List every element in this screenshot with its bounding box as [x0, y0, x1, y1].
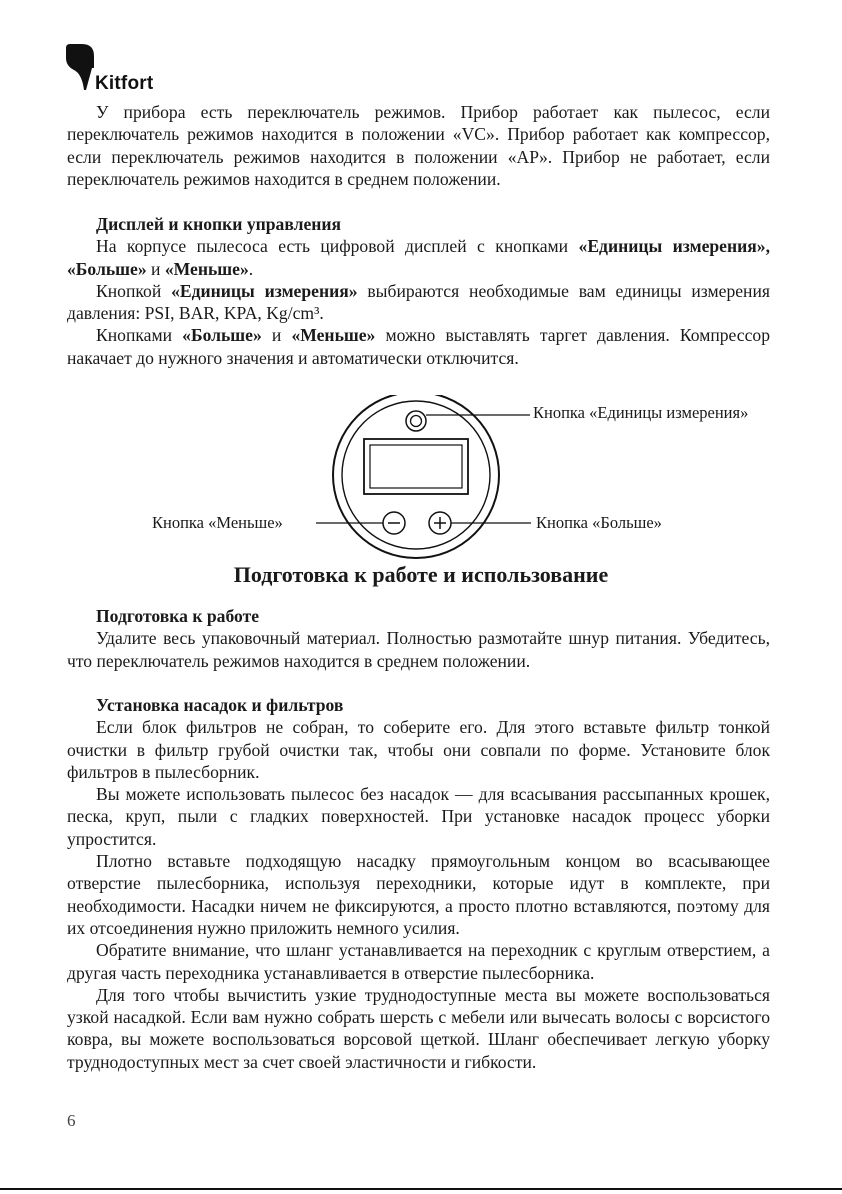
panel-outer-ring [333, 395, 499, 558]
display-p1-text: На корпусе пылесоса есть цифровой дисплей с кнопками [96, 236, 579, 257]
bottom-divider [0, 1188, 842, 1190]
install-heading: Установка насадок и фильтров [96, 695, 344, 715]
display-screen [364, 439, 468, 494]
install-paragraph: Если блок фильтров не собран, то соберите его. Для этого вставьте фильтр тонкой очистки в фильтр грубой очистки так, чтобы они совпали по форме. Установите блок фильтров в пылесборник. [67, 717, 770, 782]
display-p3-and: и [261, 325, 292, 346]
section-title: Подготовка к работе и использование [233, 562, 609, 587]
display-p1-and: и [146, 258, 165, 279]
display-p3-bold-2: «Меньше» [291, 325, 376, 346]
prep-heading: Подготовка к работе [96, 606, 260, 626]
page-number: 6 [67, 1111, 76, 1130]
intro-paragraph: У прибора есть переключатель режимов. Прибор работает как пылесос, если переключатель режимов находится в положении «VC». Прибор работает как компрессор, если переключатель режимов находится в положении «AP». Прибор не работает, если переключатель режимов находится в среднем положении. [67, 102, 770, 189]
prep-section [67, 605, 770, 672]
control-panel-diagram [0, 395, 842, 565]
display-p2-start: Кнопкой [96, 280, 172, 301]
minus-button-label: Кнопка «Меньше» [152, 513, 283, 532]
display-p1-bold-2: «Меньше» [164, 258, 249, 279]
plus-button-label: Кнопка «Больше» [536, 513, 662, 532]
prep-paragraph: Удалите весь упаковочный материал. Полностью размотайте шнур питания. Убедитесь, что переключатель режимов находится в среднем положении. [67, 628, 770, 671]
display-paragraph-3 [67, 324, 770, 369]
install-section [67, 694, 770, 1073]
display-p2-bold: «Единицы измерения» [171, 280, 358, 301]
intro-block [67, 101, 770, 190]
display-p3-end: можно выставлять таргет давления. Компрессор накачает до нужного значения и автоматически отключится. [67, 325, 770, 368]
install-paragraph: Плотно вставьте подходящую насадку прямоугольным концом во всасывающее отверстие пылесборника, используя переходники, которые идут в комплекте, при необходимости. Насадки ничем не фиксируются, а просто плотно вставляются, поэтому для их отсоединения нужно приложить немного усилия. [67, 851, 770, 938]
display-p1-end: . [248, 258, 254, 279]
display-section [67, 213, 770, 369]
display-paragraph-2 [67, 280, 770, 325]
display-p3-start: Кнопками [96, 325, 183, 346]
install-paragraph: Обратите внимание, что шланг устанавливается на переходник с круглым отверстием, а другая часть переходника устанавливается в отверстие пылесборника. [67, 940, 770, 983]
display-paragraph-1 [67, 235, 770, 280]
display-p3-bold-1: «Больше» [182, 325, 262, 346]
units-button-icon [406, 411, 426, 431]
units-button-label: Кнопка «Единицы измерения» [533, 403, 749, 422]
display-heading: Дисплей и кнопки управления [96, 214, 342, 234]
install-paragraph: Вы можете использовать пылесос без насадок — для всасывания рассыпанных крошек, песка, круп, пыли с гладких поверхностей. При установке насадок процесс уборки упростится. [67, 784, 770, 849]
display-p1-bold-1: «Единицы измерения», «Больше» [67, 236, 770, 279]
brand-name: Kitfort [95, 73, 154, 94]
install-paragraph: Для того чтобы вычистить узкие труднодоступные места вы можете воспользоваться узкой насадкой. Если вам нужно собрать шерсть с мебели или вычесать волосы с ворсистого ковра, вы можете воспользоваться ворсовой щеткой. Шланг обеспечивает легкую уборку труднодоступных мест за счет своей эластичности и гибкости. [67, 984, 770, 1072]
display-p2-end: выбираются необходимые вам единицы измерения давления: PSI, BAR, KPA, Kg/cm³. [67, 280, 770, 324]
